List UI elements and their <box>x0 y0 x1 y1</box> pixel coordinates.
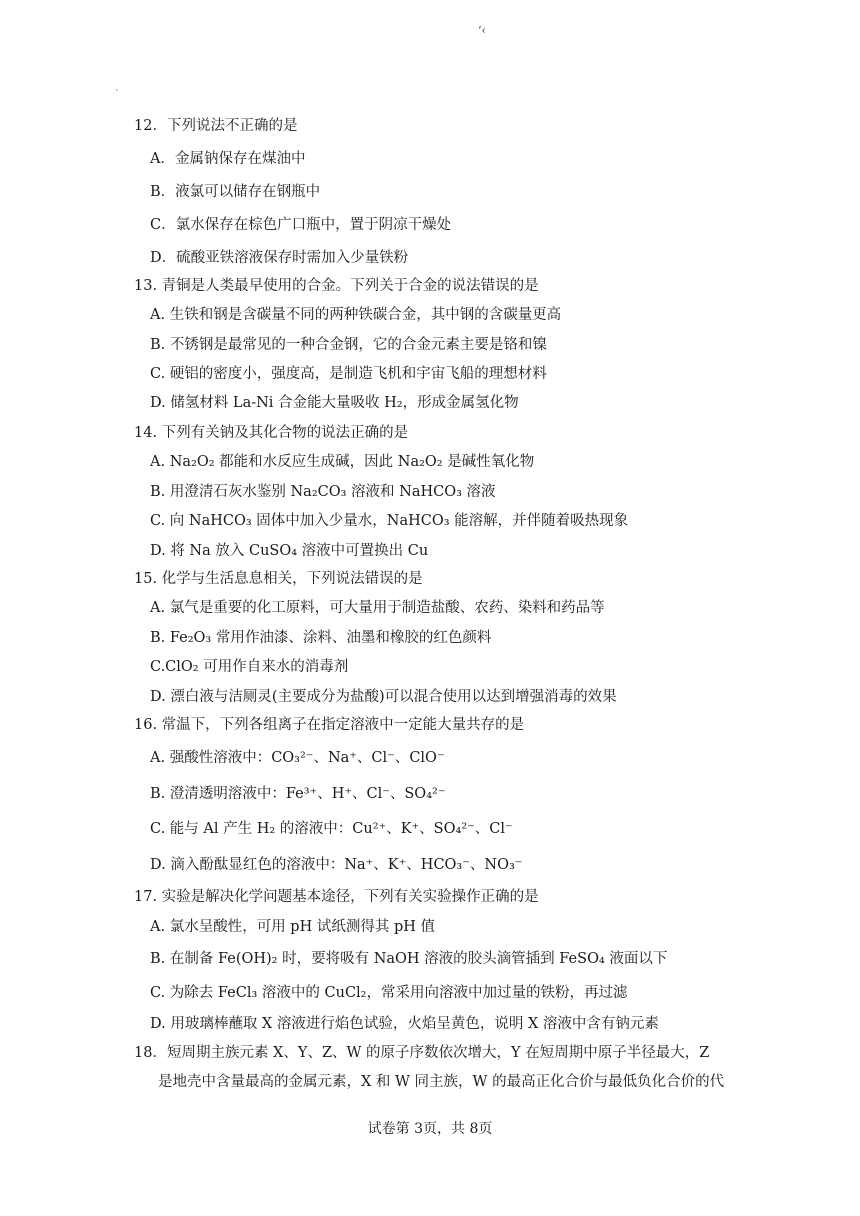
question-13-option-c: C. 硬铝的密度小，强度高，是制造飞机和宇宙飞船的理想材料 <box>150 366 547 382</box>
page-footer: 试卷第 3页，共 8页 <box>367 1121 493 1137</box>
question-15-option-b: B. Fe₂O₃ 常用作油漆、涂料、油墨和橡胶的红色颜料 <box>150 630 492 646</box>
question-17-option-c: C. 为除去 FeCl₃ 溶液中的 CuCl₂，常采用向溶液中加过量的铁粉，再过滤 <box>150 985 628 1001</box>
question-16-option-a: A. 强酸性溶液中：CO₃²⁻、Na⁺、Cl⁻、ClO⁻ <box>150 750 445 766</box>
question-13-stem: 13. 青铜是人类最早使用的合金。下列关于合金的说法错误的是 <box>134 278 539 294</box>
question-12-option-a: A．金属钠保存在煤油中 <box>150 151 306 167</box>
question-16-stem: 16. 常温下，下列各组离子在指定溶液中一定能大量共存的是 <box>134 717 525 733</box>
question-12-stem: 12．下列说法不正确的是 <box>134 118 298 134</box>
question-15-stem: 15. 化学与生活息息相关，下列说法错误的是 <box>134 571 423 587</box>
question-13-option-d: D. 储氢材料 La-Ni 合金能大量吸收 H₂，形成金属氢化物 <box>150 395 519 411</box>
question-17-stem: 17. 实验是解决化学问题基本途径，下列有关实验操作正确的是 <box>134 889 539 905</box>
question-17-option-d: D. 用玻璃棒蘸取 X 溶液进行焰色试验，火焰呈黄色，说明 X 溶液中含有钠元素 <box>150 1016 659 1032</box>
question-17-option-a: A. 氯水呈酸性，可用 pH 试纸测得其 pH 值 <box>150 919 435 935</box>
question-18-continuation: 是地壳中含量最高的金属元素，X 和 W 同主族，W 的最高正化合价与最低负化合价的代 <box>158 1074 725 1090</box>
question-15-option-d: D. 漂白液与洁厕灵(主要成分为盐酸)可以混合使用以达到增强消毒的效果 <box>150 689 617 705</box>
question-14-option-b: B. 用澄清石灰水鉴别 Na₂CO₃ 溶液和 NaHCO₃ 溶液 <box>150 484 496 500</box>
question-12-option-d: D．硫酸亚铁溶液保存时需加入少量铁粉 <box>150 250 409 266</box>
question-14-option-c: C. 向 NaHCO₃ 固体中加入少量水，NaHCO₃ 能溶解，并伴随着吸热现象 <box>150 513 629 529</box>
header-mark: ‘‹ <box>478 24 486 37</box>
question-12-option-c: C．氯水保存在棕色广口瓶中，置于阴凉干燥处 <box>150 217 452 233</box>
question-13-option-b: B. 不锈钢是最常见的一种合金钢，它的合金元素主要是铬和镍 <box>150 337 547 353</box>
question-14-option-a: A. Na₂O₂ 都能和水反应生成碱，因此 Na₂O₂ 是碱性氧化物 <box>150 454 535 470</box>
question-16-option-d: D. 滴入酚酞显红色的溶液中：Na⁺、K⁺、HCO₃⁻、NO₃⁻ <box>150 857 523 873</box>
margin-tick: ` <box>115 90 120 100</box>
question-12-option-b: B．液氯可以储存在钢瓶中 <box>150 184 321 200</box>
question-16-option-c: C. 能与 Al 产生 H₂ 的溶液中：Cu²⁺、K⁺、SO₄²⁻、Cl⁻ <box>150 821 513 837</box>
question-16-option-b: B. 澄清透明溶液中：Fe³⁺、H⁺、Cl⁻、SO₄²⁻ <box>150 786 446 802</box>
question-14-stem: 14. 下列有关钠及其化合物的说法正确的是 <box>134 425 409 441</box>
question-13-option-a: A. 生铁和钢是含碳量不同的两种铁碳合金，其中钢的含碳量更高 <box>150 307 562 323</box>
question-18-stem: 18．短周期主族元素 X、Y、Z、W 的原子序数依次增大，Y 在短周期中原子半径最大，Z <box>134 1045 710 1061</box>
question-17-option-b: B. 在制备 Fe(OH)₂ 时，要将吸有 NaOH 溶液的胶头滴管插到 FeSO₄ 液面以下 <box>150 951 668 967</box>
question-15-option-a: A. 氯气是重要的化工原料，可大量用于制造盐酸、农药、染料和药品等 <box>150 600 605 616</box>
question-15-option-c: C.ClO₂ 可用作自来水的消毒剂 <box>150 659 349 675</box>
question-14-option-d: D. 将 Na 放入 CuSO₄ 溶液中可置换出 Cu <box>150 543 429 559</box>
